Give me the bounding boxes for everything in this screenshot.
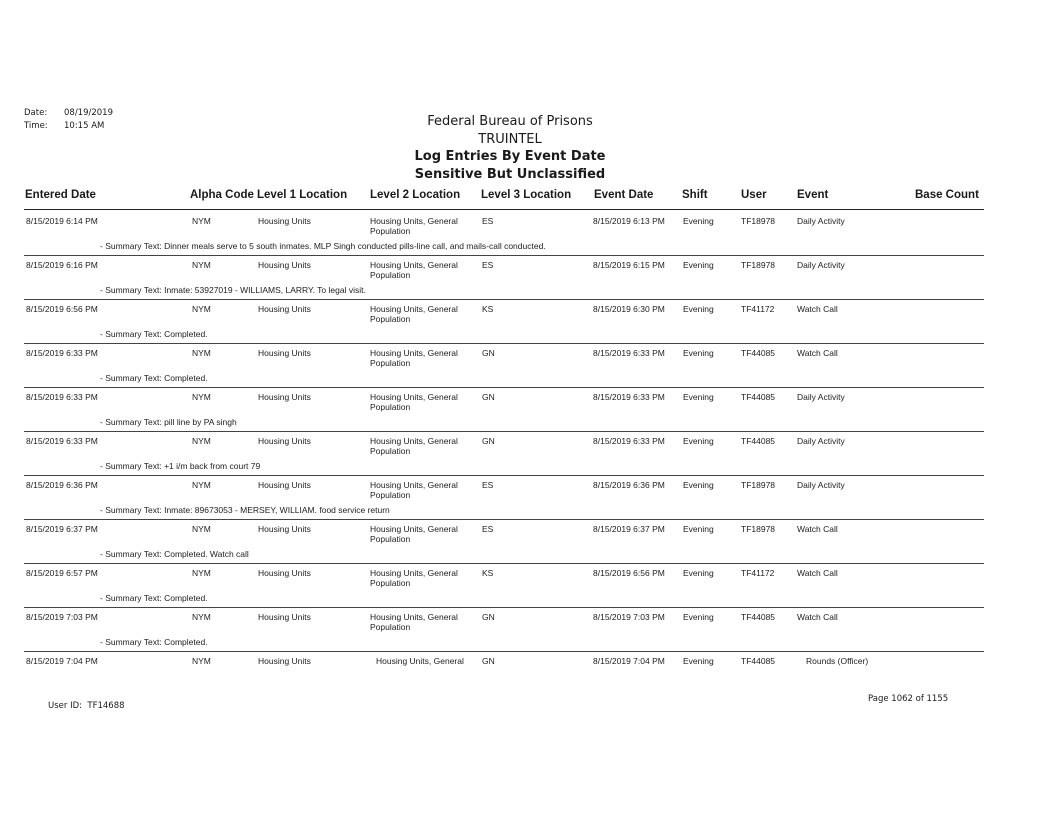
event: Daily Activity (797, 260, 845, 270)
event: Watch Call (797, 568, 838, 578)
shift: Evening (683, 216, 714, 226)
level1-location: Housing Units (258, 612, 311, 622)
org-name: Federal Bureau of Prisons (427, 114, 593, 129)
user: TF41172 (741, 304, 775, 314)
entered-date: 8/15/2019 7:04 PM (26, 656, 98, 666)
time-value: 10:15 AM (64, 121, 105, 131)
level3-location: GN (482, 348, 495, 358)
level2-location: Housing Units, General Population (370, 480, 458, 500)
user-id-label: User ID: (48, 701, 82, 711)
event: Daily Activity (797, 436, 845, 446)
event-date: 8/15/2019 6:30 PM (593, 304, 665, 314)
alpha-code: NYM (192, 612, 211, 622)
level2-location: Housing Units, General Population (370, 436, 458, 456)
entered-date: 8/15/2019 6:56 PM (26, 304, 98, 314)
level1-location: Housing Units (258, 524, 311, 534)
col-shift: Shift (682, 189, 708, 201)
event-date: 8/15/2019 7:03 PM (593, 612, 665, 622)
entered-date: 8/15/2019 6:37 PM (26, 524, 98, 534)
event: Watch Call (797, 304, 838, 314)
level3-location: GN (482, 392, 495, 402)
alpha-code: NYM (192, 392, 211, 402)
entered-date: 8/15/2019 6:57 PM (26, 568, 98, 578)
col-user: User (741, 189, 767, 201)
footer-user-id (48, 701, 125, 711)
level1-location: Housing Units (258, 480, 311, 490)
classification-label: Sensitive But Unclassified (414, 166, 606, 182)
user-id-value: TF14688 (87, 701, 125, 711)
shift: Evening (683, 348, 714, 358)
user: TF18978 (741, 480, 776, 490)
alpha-code: NYM (192, 436, 211, 446)
alpha-code: NYM (192, 524, 211, 534)
level1-location: Housing Units (258, 260, 311, 270)
log-entry (0, 564, 1056, 608)
entered-date: 8/15/2019 6:14 PM (26, 216, 98, 226)
alpha-code: NYM (192, 656, 211, 666)
level3-location: KS (482, 568, 494, 578)
level1-location: Housing Units (258, 304, 311, 314)
level1-location: Housing Units (258, 656, 311, 666)
level1-location: Housing Units (258, 436, 311, 446)
system-name: TRUINTEL (478, 131, 542, 147)
user: TF44085 (741, 348, 776, 358)
user: TF44085 (741, 436, 776, 446)
level1-location: Housing Units (258, 216, 311, 226)
col-alpha-code: Alpha Code (190, 189, 254, 201)
report-title-block (380, 113, 640, 183)
time-label: Time: (24, 121, 48, 131)
summary-text: - Summary Text: Completed. (100, 637, 208, 647)
summary-text: - Summary Text: Completed. (100, 593, 208, 603)
level2-location: Housing Units, General Population (370, 568, 458, 588)
shift: Evening (683, 392, 714, 402)
event: Daily Activity (797, 480, 845, 490)
event: Rounds (Officer) (806, 656, 869, 666)
level2-location: Housing Units, General Population (370, 524, 458, 544)
level2-location: Housing Units, General Population (370, 304, 458, 324)
alpha-code: NYM (192, 260, 211, 270)
log-entry (0, 432, 1056, 476)
log-entry (0, 520, 1056, 564)
level2-location: Housing Units, General Population (370, 260, 458, 280)
shift: Evening (683, 612, 714, 622)
entered-date: 8/15/2019 6:33 PM (26, 348, 98, 358)
summary-text: - Summary Text: Completed. (100, 329, 208, 339)
summary-text: - Summary Text: Completed. (100, 373, 208, 383)
shift: Evening (683, 436, 714, 446)
event-date: 8/15/2019 6:56 PM (593, 568, 665, 578)
summary-text: - Summary Text: pill line by PA singh (100, 417, 237, 427)
event: Daily Activity (797, 392, 845, 402)
col-entered-date: Entered Date (25, 189, 96, 201)
summary-text: - Summary Text: +1 i/m back from court 79 (100, 461, 261, 471)
event: Watch Call (797, 348, 838, 358)
level3-location: KS (482, 304, 494, 314)
entered-date: 8/15/2019 6:33 PM (26, 392, 98, 402)
shift: Evening (683, 524, 714, 534)
level1-location: Housing Units (258, 392, 311, 402)
level2-location: Housing Units, General (376, 656, 464, 666)
column-header-row (0, 186, 1056, 210)
event-date: 8/15/2019 6:37 PM (593, 524, 665, 534)
level2-location: Housing Units, General Population (370, 348, 458, 368)
entered-date: 8/15/2019 6:36 PM (26, 480, 98, 490)
col-event: Event (797, 189, 829, 201)
user: TF44085 (741, 656, 776, 666)
level1-location: Housing Units (258, 568, 311, 578)
col-level2: Level 2 Location (370, 189, 461, 201)
user: TF44085 (741, 392, 776, 402)
event: Watch Call (797, 612, 838, 622)
level3-location: ES (482, 260, 494, 270)
log-entry (0, 476, 1056, 520)
level3-location: GN (482, 656, 495, 666)
level2-location: Housing Units, General Population (370, 612, 458, 632)
date-label: Date: (24, 108, 48, 118)
date-value: 08/19/2019 (64, 108, 113, 118)
col-base-count: Base Count (915, 189, 979, 201)
event-date: 8/15/2019 6:33 PM (593, 436, 665, 446)
event-date: 8/15/2019 6:15 PM (593, 260, 665, 270)
summary-text: - Summary Text: Inmate: 89673053 - MERSEY, WILLIAM. food service return (100, 505, 390, 515)
shift: Evening (683, 568, 714, 578)
log-entry (0, 388, 1056, 432)
level3-location: ES (482, 524, 494, 534)
alpha-code: NYM (192, 348, 211, 358)
user: TF41172 (741, 568, 775, 578)
log-entry (0, 344, 1056, 388)
report-time (24, 121, 104, 132)
event: Watch Call (797, 524, 838, 534)
summary-text: - Summary Text: Completed. Watch call (100, 549, 249, 559)
alpha-code: NYM (192, 304, 211, 314)
event-date: 8/15/2019 7:04 PM (593, 656, 665, 666)
log-entry (0, 256, 1056, 300)
user: TF18978 (741, 524, 776, 534)
user: TF18978 (741, 260, 776, 270)
alpha-code: NYM (192, 568, 211, 578)
col-level3: Level 3 Location (481, 189, 572, 201)
report-date (24, 108, 113, 119)
summary-text: - Summary Text: Dinner meals serve to 5 south inmates. MLP Singh conducted pills-line call, and mails-call conducted. (100, 241, 546, 251)
col-event-date: Event Date (594, 189, 654, 201)
shift: Evening (683, 304, 714, 314)
log-entry-list (0, 212, 1056, 696)
alpha-code: NYM (192, 216, 211, 226)
level2-location: Housing Units, General Population (370, 216, 458, 236)
level3-location: ES (482, 480, 494, 490)
entered-date: 8/15/2019 6:33 PM (26, 436, 98, 446)
level1-location: Housing Units (258, 348, 311, 358)
level2-location: Housing Units, General Population (370, 392, 458, 412)
entered-date: 8/15/2019 7:03 PM (26, 612, 98, 622)
event-date: 8/15/2019 6:33 PM (593, 348, 665, 358)
entered-date: 8/15/2019 6:16 PM (26, 260, 98, 270)
level3-location: GN (482, 612, 495, 622)
level3-location: ES (482, 216, 494, 226)
event: Daily Activity (797, 216, 845, 226)
event-date: 8/15/2019 6:36 PM (593, 480, 665, 490)
alpha-code: NYM (192, 480, 211, 490)
log-entry (0, 300, 1056, 344)
shift: Evening (683, 260, 714, 270)
user: TF44085 (741, 612, 776, 622)
log-entry (0, 212, 1056, 256)
event-date: 8/15/2019 6:33 PM (593, 392, 665, 402)
log-entry (0, 652, 1056, 696)
page-number: Page 1062 of 1155 (868, 694, 949, 704)
header-rule (24, 209, 984, 210)
level3-location: GN (482, 436, 495, 446)
report-title: Log Entries By Event Date (414, 149, 606, 164)
log-entry (0, 608, 1056, 652)
summary-text: - Summary Text: Inmate: 53927019 - WILLIAMS, LARRY. To legal visit. (100, 285, 366, 295)
col-level1: Level 1 Location (257, 189, 348, 201)
shift: Evening (683, 480, 714, 490)
event-date: 8/15/2019 6:13 PM (593, 216, 665, 226)
user: TF18978 (741, 216, 776, 226)
shift: Evening (683, 656, 714, 666)
